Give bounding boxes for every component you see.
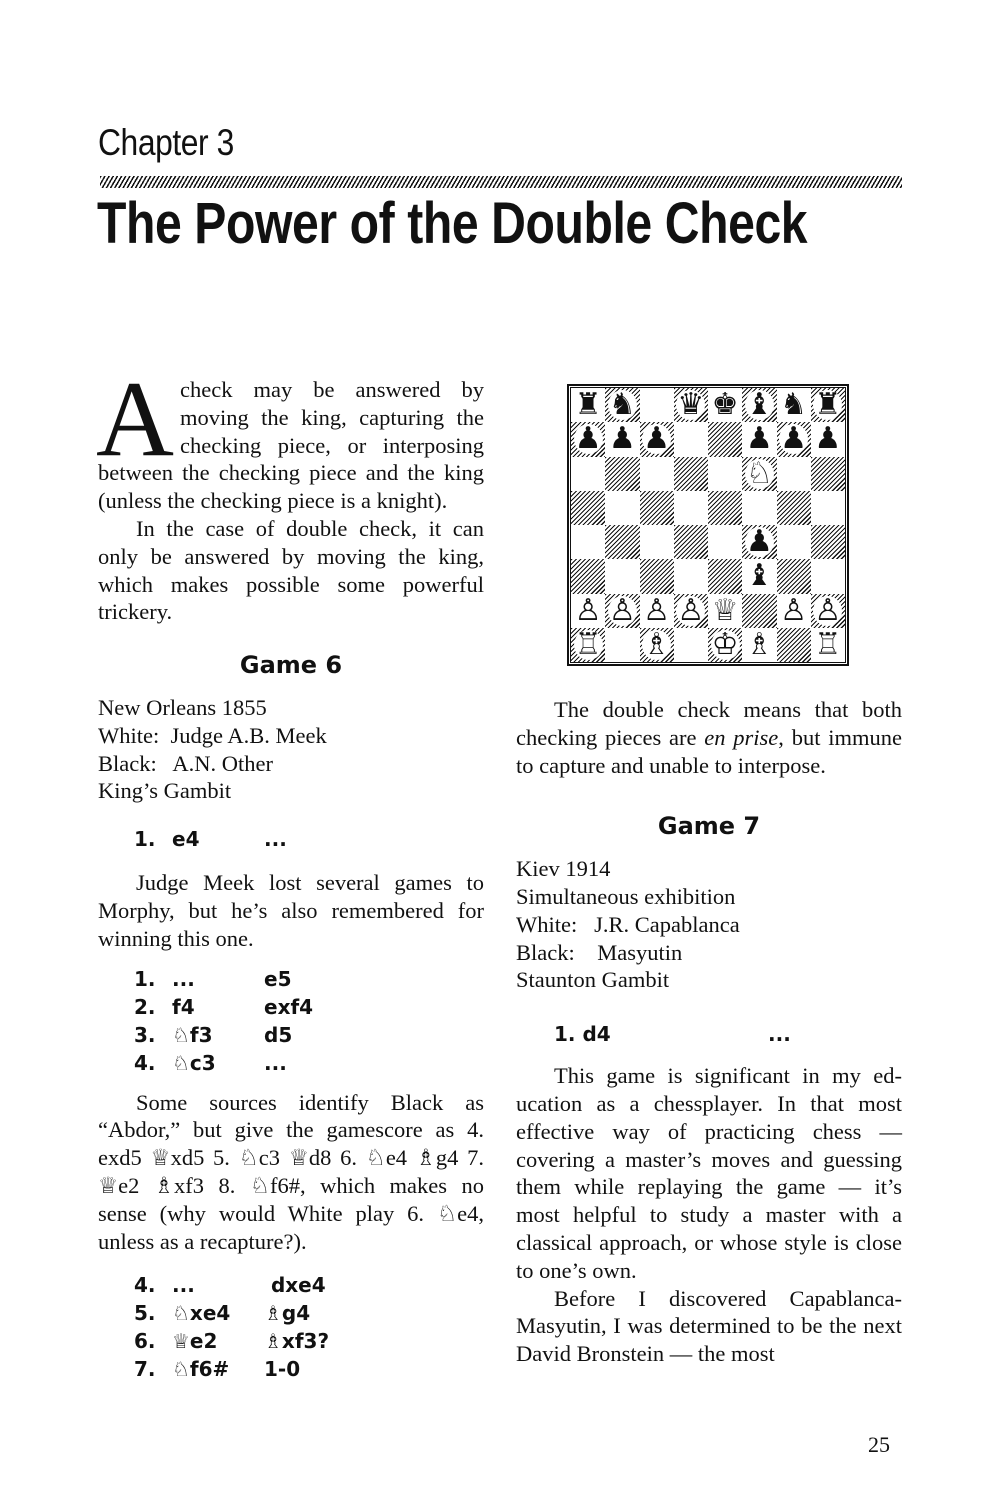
black-move: ... <box>264 1050 287 1075</box>
move-row <box>98 1355 484 1383</box>
square-e7 <box>708 422 742 456</box>
game-7-moves <box>516 1020 902 1048</box>
move-number: 4. <box>134 1273 156 1298</box>
white-move: e4 <box>172 827 200 852</box>
diagram-caption-text-end: , but immune to capture and unable to interpose. <box>516 724 902 778</box>
square-d5 <box>674 491 708 525</box>
game-6-white: White: Judge A.B. Meek <box>98 722 327 748</box>
white-move: ♘xe4 <box>172 1301 231 1326</box>
square-g4 <box>777 525 811 559</box>
white-pawn-icon: ♙ <box>677 592 705 628</box>
white-king-icon: ♔ <box>711 626 739 662</box>
square-c5 <box>640 491 674 525</box>
game-7-black: Black: Masyutin <box>516 939 683 965</box>
square-f6 <box>742 457 776 491</box>
chapter-title: The Power of the Double Check <box>97 191 808 256</box>
game-7-opening: Staunton Gambit <box>516 967 670 993</box>
move-number: 2. <box>134 994 156 1019</box>
square-f8 <box>742 388 776 422</box>
move-number: 1. <box>134 827 156 852</box>
game-7-paragraph-1: This game is significant in my education as a chessplayer. In that most effective way of practicing chess — covering a master’s moves and guessing them while replaying the game — it’s most helpful to study a master with a classical approach, or whose style is close to one’s own. <box>516 1063 902 1283</box>
square-b1 <box>605 628 639 662</box>
move-row <box>98 1299 484 1327</box>
square-g5 <box>777 491 811 525</box>
move-number: 7. <box>134 1357 156 1382</box>
white-queen-icon: ♕ <box>711 592 739 628</box>
move-number: 1. <box>134 966 156 991</box>
square-b3 <box>605 559 639 593</box>
game-6-moves-b <box>98 965 484 1077</box>
square-f5 <box>742 491 776 525</box>
square-c2 <box>640 594 674 628</box>
move-row <box>516 1020 902 1048</box>
white-move: ... <box>172 1273 195 1298</box>
square-d4 <box>674 525 708 559</box>
square-d8 <box>674 388 708 422</box>
square-e4 <box>708 525 742 559</box>
game-6-moves-a <box>98 825 484 853</box>
white-bishop-icon: ♗ <box>643 626 671 662</box>
square-h6 <box>811 457 845 491</box>
black-bishop-icon: ♝ <box>745 558 773 594</box>
square-a8 <box>571 388 605 422</box>
square-b5 <box>605 491 639 525</box>
square-e2 <box>708 594 742 628</box>
square-h8 <box>811 388 845 422</box>
square-f4 <box>742 525 776 559</box>
square-b8 <box>605 388 639 422</box>
square-f1 <box>742 628 776 662</box>
white-knight-icon: ♘ <box>745 455 773 491</box>
square-g8 <box>777 388 811 422</box>
game-6-comment-1: Judge Meek lost several games to Morphy, but he’s also remembered for winning this one. <box>98 870 484 951</box>
square-e5 <box>708 491 742 525</box>
square-f2 <box>742 594 776 628</box>
move-row <box>98 1327 484 1355</box>
white-move: ♘f3 <box>172 1022 213 1047</box>
square-d7 <box>674 422 708 456</box>
square-g6 <box>777 457 811 491</box>
square-a2 <box>571 594 605 628</box>
square-h1 <box>811 628 845 662</box>
square-f3 <box>742 559 776 593</box>
white-pawn-icon: ♙ <box>608 592 636 628</box>
square-e8 <box>708 388 742 422</box>
square-c1 <box>640 628 674 662</box>
square-f7 <box>742 422 776 456</box>
move-row <box>98 965 484 993</box>
square-c7 <box>640 422 674 456</box>
white-move: ♘c3 <box>172 1050 216 1075</box>
square-h4 <box>811 525 845 559</box>
move-number: 3. <box>134 1022 156 1047</box>
square-b7 <box>605 422 639 456</box>
square-c4 <box>640 525 674 559</box>
game-7-paragraph-2: Before I discovered Capablanca-Masyutin, I was determined to be the next David Bronstein — the most <box>516 1285 902 1367</box>
game-6-event: New Orleans 1855 <box>98 694 267 720</box>
white-bishop-icon: ♗ <box>745 626 773 662</box>
square-c6 <box>640 457 674 491</box>
black-pawn-icon: ♟ <box>574 421 602 457</box>
move-row <box>98 1271 484 1299</box>
chapter-rule <box>100 176 902 188</box>
white-move: 1. d4 <box>554 1022 611 1047</box>
move-row <box>98 993 484 1021</box>
diagram-caption-text: The double check means that both checking pieces are <box>516 697 902 750</box>
square-a3 <box>571 559 605 593</box>
square-h5 <box>811 491 845 525</box>
square-a6 <box>571 457 605 491</box>
black-pawn-icon: ♟ <box>814 421 842 457</box>
square-b2 <box>605 594 639 628</box>
move-row <box>98 1049 484 1077</box>
chess-diagram <box>567 384 849 666</box>
diagram-caption-italic: en prise <box>704 724 779 750</box>
black-move: dxe4 <box>264 1273 326 1298</box>
move-number: 6. <box>134 1329 156 1354</box>
white-move: ... <box>172 966 195 991</box>
black-move: d5 <box>264 1022 293 1047</box>
white-move: ♕e2 <box>172 1329 218 1354</box>
black-pawn-icon: ♟ <box>608 421 636 457</box>
intro-paragraph-1 <box>96 360 484 515</box>
game-6-opening: King’s Gambit <box>98 778 232 804</box>
drop-cap: A <box>96 360 174 479</box>
white-rook-icon: ♖ <box>574 626 602 662</box>
game-7-heading: Game 7 <box>657 812 761 841</box>
square-e6 <box>708 457 742 491</box>
square-a7 <box>571 422 605 456</box>
black-bishop-icon: ♝ <box>745 387 773 423</box>
square-g7 <box>777 422 811 456</box>
square-h3 <box>811 559 845 593</box>
square-h7 <box>811 422 845 456</box>
square-h2 <box>811 594 845 628</box>
square-a1 <box>571 628 605 662</box>
game-7-white: White: J.R. Capablanca <box>516 911 740 937</box>
square-d3 <box>674 559 708 593</box>
square-g1 <box>777 628 811 662</box>
game-7-type: Simultaneous exhibition <box>516 883 736 909</box>
black-move: ... <box>264 827 287 852</box>
page-number: 25 <box>868 1432 890 1457</box>
black-knight-icon: ♞ <box>780 387 808 423</box>
square-g2 <box>777 594 811 628</box>
black-move: ♗xf3? <box>264 1329 330 1354</box>
black-pawn-icon: ♟ <box>745 421 773 457</box>
black-move: e5 <box>264 966 292 991</box>
game-6-heading: Game 6 <box>239 651 343 680</box>
square-g3 <box>777 559 811 593</box>
black-move: ♗g4 <box>264 1301 311 1326</box>
game-7-event: Kiev 1914 <box>516 856 611 882</box>
black-rook-icon: ♜ <box>814 387 842 423</box>
left-column <box>96 360 484 1383</box>
game-6-moves-c <box>98 1271 484 1383</box>
white-move: ♘f6# <box>172 1357 230 1382</box>
square-b4 <box>605 525 639 559</box>
square-d1 <box>674 628 708 662</box>
move-number: 4. <box>134 1050 156 1075</box>
diagram-caption <box>516 696 902 779</box>
black-pawn-icon: ♟ <box>780 421 808 457</box>
square-b6 <box>605 457 639 491</box>
square-d2 <box>674 594 708 628</box>
move-row <box>98 1021 484 1049</box>
square-e1 <box>708 628 742 662</box>
right-column <box>516 696 902 1368</box>
white-pawn-icon: ♙ <box>574 592 602 628</box>
game-6-info <box>98 694 484 805</box>
square-a5 <box>571 491 605 525</box>
black-knight-icon: ♞ <box>608 387 636 423</box>
black-king-icon: ♚ <box>711 387 739 423</box>
black-move: exf4 <box>264 994 314 1019</box>
white-pawn-icon: ♙ <box>780 592 808 628</box>
game-7-info <box>516 855 902 994</box>
intro-paragraph-2: In the case of double check, it can only be answered by moving the king, which makes possible some powerful trickery. <box>98 515 484 625</box>
black-pawn-icon: ♟ <box>745 524 773 560</box>
square-e3 <box>708 559 742 593</box>
game-6-black: Black: A.N. Other <box>98 750 273 776</box>
move-row <box>98 825 484 853</box>
game-6-comment-2: Some sources identify Black as “Abdor,” but give the gamescore as 4. exd5 ♕xd5 5. ♘c3 ♕d8 6. ♘e4 ♗g4 7. ♕e2 ♗xf3 8. ♘f6#, which makes no sense (why would White play 6. ♘e4, unless as a recapture?). <box>98 1089 484 1254</box>
white-pawn-icon: ♙ <box>643 592 671 628</box>
square-c8 <box>640 388 674 422</box>
move-number: 5. <box>134 1301 156 1326</box>
white-pawn-icon: ♙ <box>814 592 842 628</box>
intro-paragraph-1-text: check may be answered by moving the king, capturing the checking piece, or interposing between the checking piece and the king (unless the checking piece is a knight). <box>98 377 484 514</box>
square-a4 <box>571 525 605 559</box>
black-pawn-icon: ♟ <box>643 421 671 457</box>
black-move: 1-0 <box>264 1357 301 1382</box>
square-d6 <box>674 457 708 491</box>
white-move: f4 <box>172 994 195 1019</box>
black-queen-icon: ♛ <box>677 387 705 423</box>
chapter-label: Chapter 3 <box>98 122 234 163</box>
black-move: ... <box>768 1022 791 1047</box>
square-c3 <box>640 559 674 593</box>
white-rook-icon: ♖ <box>814 626 842 662</box>
black-rook-icon: ♜ <box>574 387 602 423</box>
